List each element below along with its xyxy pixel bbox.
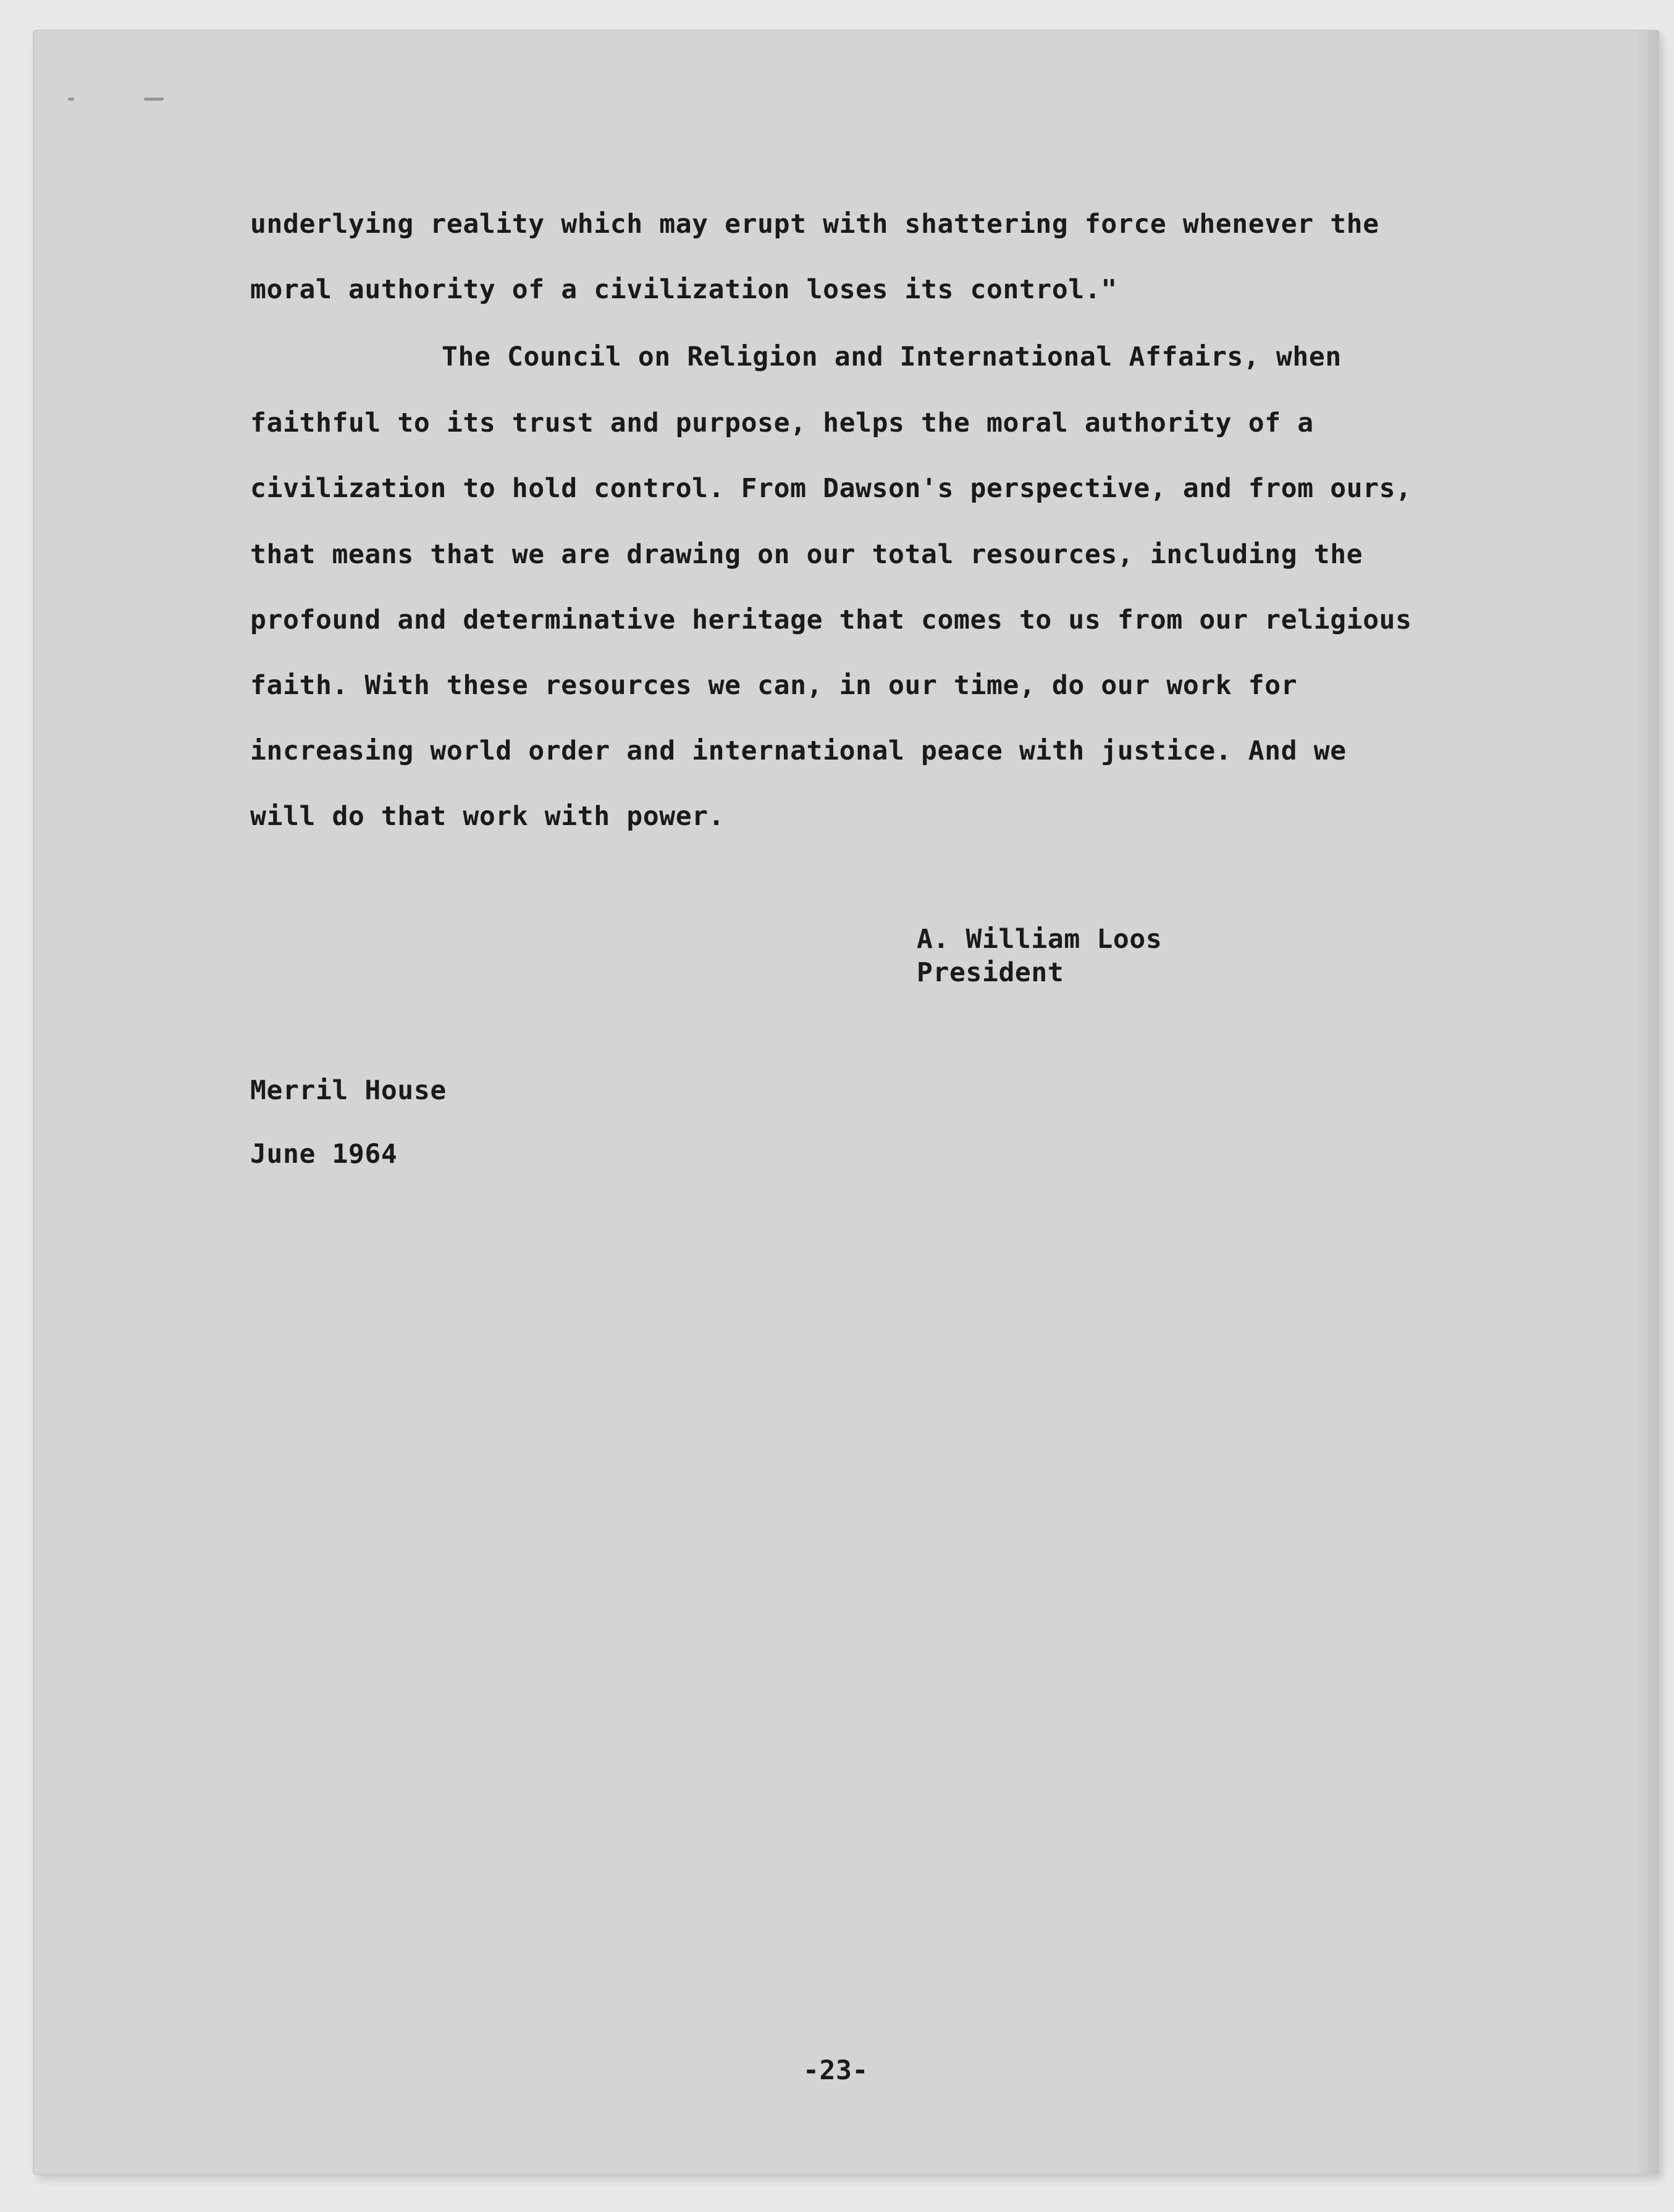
body-line: faithful to its trust and purpose, helps the moral authority of a [250,408,1314,438]
body-line: will do that work with power. [250,801,725,832]
page-edge-shadow [1636,31,1659,2174]
body-line: that means that we are drawing on our total resources, including the [250,539,1363,570]
body-line: faith. With these resources we can, in our time, do our work for [250,670,1298,701]
document-page [34,31,1659,2174]
signature-block [917,923,1162,989]
body-line: moral authority of a civilization loses its control." [250,274,1117,305]
location: Merril House [250,1075,447,1106]
date: June 1964 [250,1139,398,1170]
signature-title: President [917,957,1064,988]
corner-mark [144,98,164,101]
body-line: increasing world order and international peace with justice. And we [250,735,1347,766]
body-line: The Council on Religion and International Affairs, when [442,341,1342,372]
body-line: profound and determinative heritage that comes to us from our religious [250,605,1412,635]
body-line: underlying reality which may erupt with shattering force whenever the [250,209,1379,240]
corner-mark [68,98,74,101]
signature-name: A. William Loos [917,924,1163,955]
page-number: -23- [803,2055,869,2086]
body-line: civilization to hold control. From Dawson's perspective, and from ours, [250,473,1412,504]
